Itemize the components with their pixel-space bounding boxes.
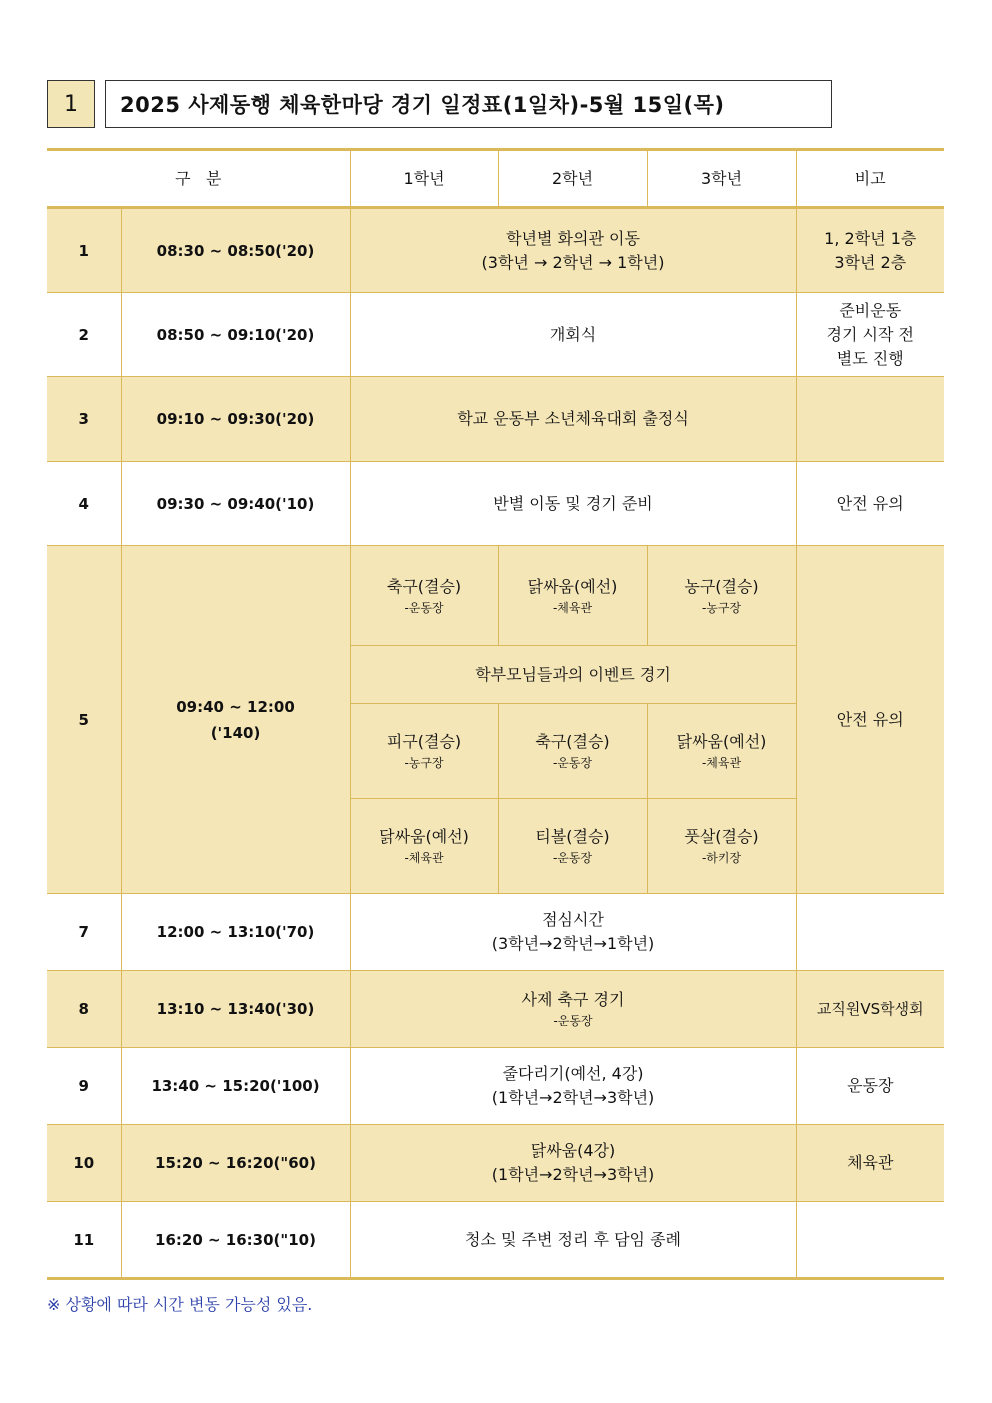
- game-name: 축구(결승): [535, 732, 610, 751]
- event-order: (1학년→2학년→3학년): [491, 1165, 655, 1184]
- game-cell: [498, 799, 647, 894]
- event-text: 사제 축구 경기: [521, 990, 625, 1009]
- game-name: 닭싸움(예선): [527, 576, 618, 596]
- remark-text: 체육관: [847, 1153, 894, 1172]
- event-text: 줄다리기(예선, 4강): [502, 1064, 644, 1083]
- event-place: -운동장: [553, 1014, 593, 1028]
- section-number: 1: [47, 80, 95, 128]
- row-remark: [796, 894, 944, 971]
- row-number: 1: [47, 208, 121, 293]
- row-event: [350, 208, 796, 293]
- footnote: ※ 상황에 따라 시간 변동 가능성 있음.: [47, 1295, 313, 1314]
- row-number: 10: [47, 1125, 121, 1202]
- row-event: [350, 377, 796, 462]
- row-time: 16:20 ~ 16:30("10): [121, 1202, 350, 1279]
- row-event: [350, 894, 796, 971]
- remark-text: 안전 유의: [836, 709, 904, 729]
- table-row: [47, 462, 944, 546]
- row-time: 08:50 ~ 09:10('20): [121, 293, 350, 377]
- row-time: 15:20 ~ 16:20("60): [121, 1125, 350, 1202]
- table-row: [47, 971, 944, 1048]
- row-remark: 교직원VS학생회: [796, 971, 944, 1048]
- game-name: 축구(결승): [386, 576, 462, 596]
- row-time: [121, 546, 350, 894]
- row-number: 7: [47, 894, 121, 971]
- game-place: -운동장: [552, 756, 593, 770]
- event-text: 닭싸움(4강): [530, 1141, 616, 1160]
- row-event: [350, 462, 796, 546]
- header-division: 구 분: [47, 150, 350, 208]
- game-cell: [350, 704, 498, 799]
- game-cell: [647, 546, 796, 646]
- schedule-table: [47, 148, 944, 1280]
- page-title: 2025 사제동행 체육한마당 경기 일정표(1일차)-5월 15일(목): [105, 80, 832, 128]
- table-header-row: [47, 150, 944, 208]
- table-row: [47, 208, 944, 293]
- remark-text: 1, 2학년 1층: [824, 228, 917, 248]
- game-place: -농구장: [404, 756, 444, 770]
- event-text: 개회식: [549, 324, 597, 344]
- row-number: 11: [47, 1202, 121, 1279]
- table-row: [47, 1202, 944, 1279]
- table-row: [47, 546, 944, 646]
- row-remark: [796, 377, 944, 462]
- time-range: 09:40 ~ 12:00: [176, 697, 295, 716]
- remark-text: 운동장: [847, 1076, 894, 1095]
- game-name: 피구(결승): [386, 732, 462, 751]
- game-name: 농구(결승): [684, 576, 759, 596]
- table-row: [47, 293, 944, 377]
- row-event: [350, 293, 796, 377]
- row-remark: [796, 462, 944, 546]
- row-number: 2: [47, 293, 121, 377]
- event-order: (3학년→2학년→1학년): [491, 934, 655, 953]
- row-time: 08:30 ~ 08:50('20): [121, 208, 350, 293]
- time-duration: ('140): [210, 723, 261, 742]
- row-number: 8: [47, 971, 121, 1048]
- game-place: -운동장: [404, 600, 444, 615]
- game-place: -체육관: [701, 756, 742, 770]
- game-place: -체육관: [552, 600, 593, 615]
- game-name: 닭싸움(예선): [379, 827, 469, 846]
- remark-text: 경기 시작 전: [826, 324, 914, 344]
- table-row: [47, 377, 944, 462]
- row-number: 4: [47, 462, 121, 546]
- game-cell: [498, 546, 647, 646]
- header-grade3: 3학년: [647, 150, 796, 208]
- game-place: -농구장: [701, 600, 742, 615]
- row-event: [350, 971, 796, 1048]
- parent-event-cell: [350, 646, 796, 704]
- header-remark: 비고: [796, 150, 944, 208]
- row-remark: [796, 546, 944, 894]
- row-number: 5: [47, 546, 121, 894]
- remark-text: 안전 유의: [836, 493, 904, 513]
- game-place: -운동장: [552, 851, 593, 865]
- event-order: (1학년→2학년→3학년): [491, 1088, 655, 1107]
- header-grade1: 1학년: [350, 150, 498, 208]
- header-grade2: 2학년: [498, 150, 647, 208]
- row-event: [350, 1202, 796, 1279]
- row-event: [350, 1048, 796, 1125]
- row-time: 09:10 ~ 09:30('20): [121, 377, 350, 462]
- row-time: 13:40 ~ 15:20('100): [121, 1048, 350, 1125]
- game-name: 닭싸움(예선): [676, 732, 767, 751]
- row-number: 9: [47, 1048, 121, 1125]
- game-name: 풋살(결승): [684, 827, 759, 846]
- event-text: 청소 및 주변 정리 후 담임 종례: [465, 1229, 682, 1249]
- event-order: (3학년 → 2학년 → 1학년): [481, 252, 665, 272]
- game-place: -하키장: [701, 851, 742, 865]
- game-place: -체육관: [404, 851, 444, 865]
- table-row: [47, 1125, 944, 1202]
- row-time: 09:30 ~ 09:40('10): [121, 462, 350, 546]
- game-cell: [350, 799, 498, 894]
- table-row: [47, 1048, 944, 1125]
- game-cell: [647, 799, 796, 894]
- row-remark: [796, 208, 944, 293]
- event-text: 반별 이동 및 경기 준비: [493, 493, 653, 513]
- row-remark: [796, 1048, 944, 1125]
- row-remark: [796, 1125, 944, 1202]
- row-remark: [796, 293, 944, 377]
- row-event: [350, 1125, 796, 1202]
- game-name: 티볼(결승): [535, 827, 610, 846]
- row-remark: [796, 1202, 944, 1279]
- table-row: [47, 894, 944, 971]
- row-time: 13:10 ~ 13:40('30): [121, 971, 350, 1048]
- game-cell: [498, 704, 647, 799]
- event-text: 학년별 화의관 이동: [506, 228, 640, 248]
- row-number: 3: [47, 377, 121, 462]
- row-time: 12:00 ~ 13:10('70): [121, 894, 350, 971]
- parent-event-title: 학부모님들과의 이벤트 경기: [475, 664, 671, 684]
- game-cell: [647, 704, 796, 799]
- remark-text: 3학년 2층: [834, 252, 907, 272]
- remark-text: 별도 진행: [836, 348, 904, 368]
- remark-text: 준비운동: [839, 300, 902, 320]
- event-text: 점심시간: [542, 910, 604, 929]
- game-cell: [350, 546, 498, 646]
- event-text: 학교 운동부 소년체육대회 출정식: [457, 409, 689, 428]
